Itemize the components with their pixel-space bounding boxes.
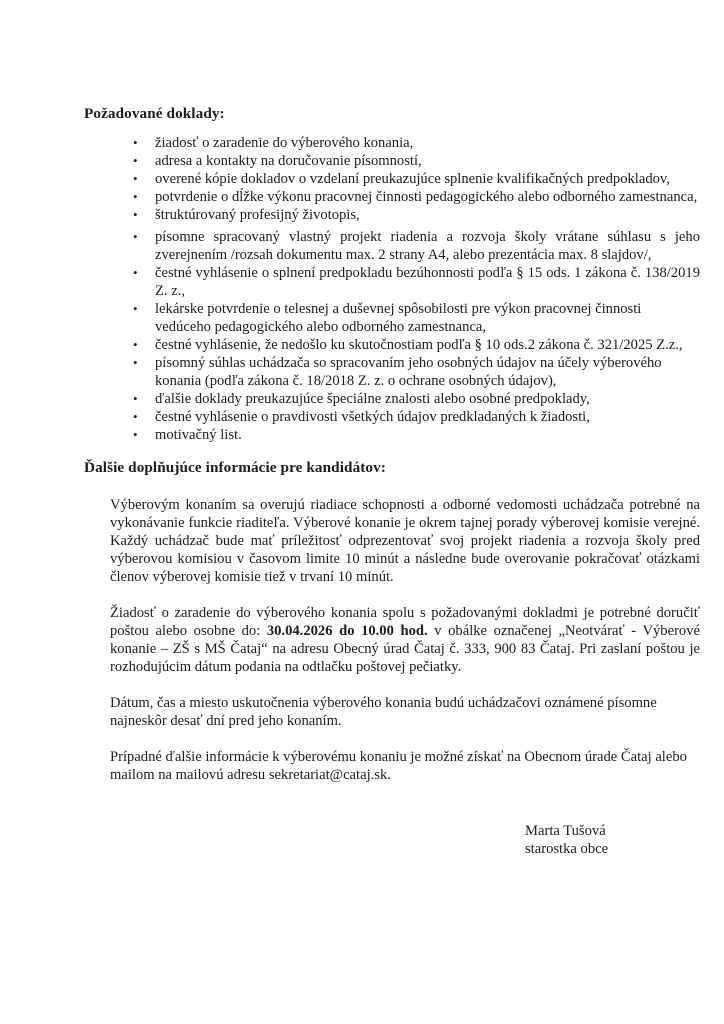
required-document-item: • žiadosť o zaradenie do výberového konania, bbox=[155, 134, 700, 152]
required-document-item: • ďalšie doklady preukazujúce špeciálne znalosti alebo osobné predpoklady, bbox=[155, 390, 700, 408]
signature-title: starostka obce bbox=[525, 841, 609, 857]
required-document-item: • motivačný list. bbox=[155, 426, 700, 444]
signature-name: Marta Tušová bbox=[525, 823, 606, 839]
required-document-item: • písomne spracovaný vlastný projekt riadenia a rozvoja školy vrátane súhlasu s jeho zverejnením /rozsah dokumentu max. 2 strany A4, alebo prezentácia max. 8 slajdov/, bbox=[155, 228, 700, 264]
required-document-item: • lekárske potvrdenie o telesnej a duševnej spôsobilosti pre výkon pracovnej činnosti vedúceho pedagogického alebo odborného zamestnanca, bbox=[155, 300, 700, 336]
required-document-item: • potvrdenie o dĺžke výkonu pracovnej činnosti pedagogického alebo odborného zamestnanca, bbox=[155, 188, 700, 206]
signature-block bbox=[525, 822, 700, 858]
required-documents-list bbox=[84, 134, 700, 444]
paragraph: Dátum, čas a miesto uskutočnenia výberového konania budú uchádzačovi oznámené písomne najneskôr desať dní pred jeho konaním. bbox=[110, 695, 657, 729]
paragraph: Žiadosť o zaradenie do výberového konania spolu s požadovanými dokladmi je potrebné doručiť poštou alebo osobne do: 30.04.2026 do 10.00 hod. v obálke označenej „Neotvárať - Výberové konanie – ZŠ s MŠ Čataj“ na adresu Obecný úrad Čataj č. 333, 900 83 Čataj. Pri zaslaní poštou je rozhodujúcim dátum podania na odtlačku poštovej pečiatky. bbox=[110, 605, 700, 675]
info-paragraphs bbox=[84, 496, 700, 784]
required-document-item: • čestné vyhlásenie, že nedošlo ku skutočnostiam podľa § 10 ods.2 zákona č. 321/2025 Z.z., bbox=[155, 336, 700, 354]
heading-additional-info: Ďalšie doplňujúce informácie pre kandidátov: bbox=[84, 459, 386, 476]
required-document-item: • štruktúrovaný profesijný životopis, bbox=[155, 206, 700, 224]
heading-required-documents: Požadované doklady: bbox=[84, 105, 225, 122]
required-document-item: • adresa a kontakty na doručovanie písomností, bbox=[155, 152, 700, 170]
paragraph: Prípadné ďalšie informácie k výberovému konaniu je možné získať na Obecnom úrade Čataj alebo mailom na mailovú adresu sekretariat@cataj.sk. bbox=[110, 749, 687, 783]
required-document-item: • čestné vyhlásenie o splnení predpokladu bezúhonnosti podľa § 15 ods. 1 zákona č. 138/2019 Z. z., bbox=[155, 264, 700, 300]
required-document-item: • čestné vyhlásenie o pravdivosti všetkých údajov predkladaných k žiadosti, bbox=[155, 408, 700, 426]
document-content bbox=[84, 104, 700, 858]
paragraph: Výberovým konaním sa overujú riadiace schopnosti a odborné vedomosti uchádzača potrebné na vykonávanie funkcie riaditeľa. Výberové konanie je okrem tajnej porady výberovej komisie verejné. Každý uchádzač bude mať príležitosť odprezentovať svoj projekt riadenia a rozvoja školy pred výberovou komisiou v časovom limite 10 minút a následne bude overovanie pokračovať otázkami členov výberovej komisie tiež v trvaní 10 minút. bbox=[110, 497, 700, 585]
required-document-item: • overené kópie dokladov o vzdelaní preukazujúce splnenie kvalifikačných predpokladov, bbox=[155, 170, 700, 188]
required-document-item: • písomný súhlas uchádzača so spracovaním jeho osobných údajov na účely výberového konania (podľa zákona č. 18/2018 Z. z. o ochrane osobných údajov), bbox=[155, 354, 700, 390]
